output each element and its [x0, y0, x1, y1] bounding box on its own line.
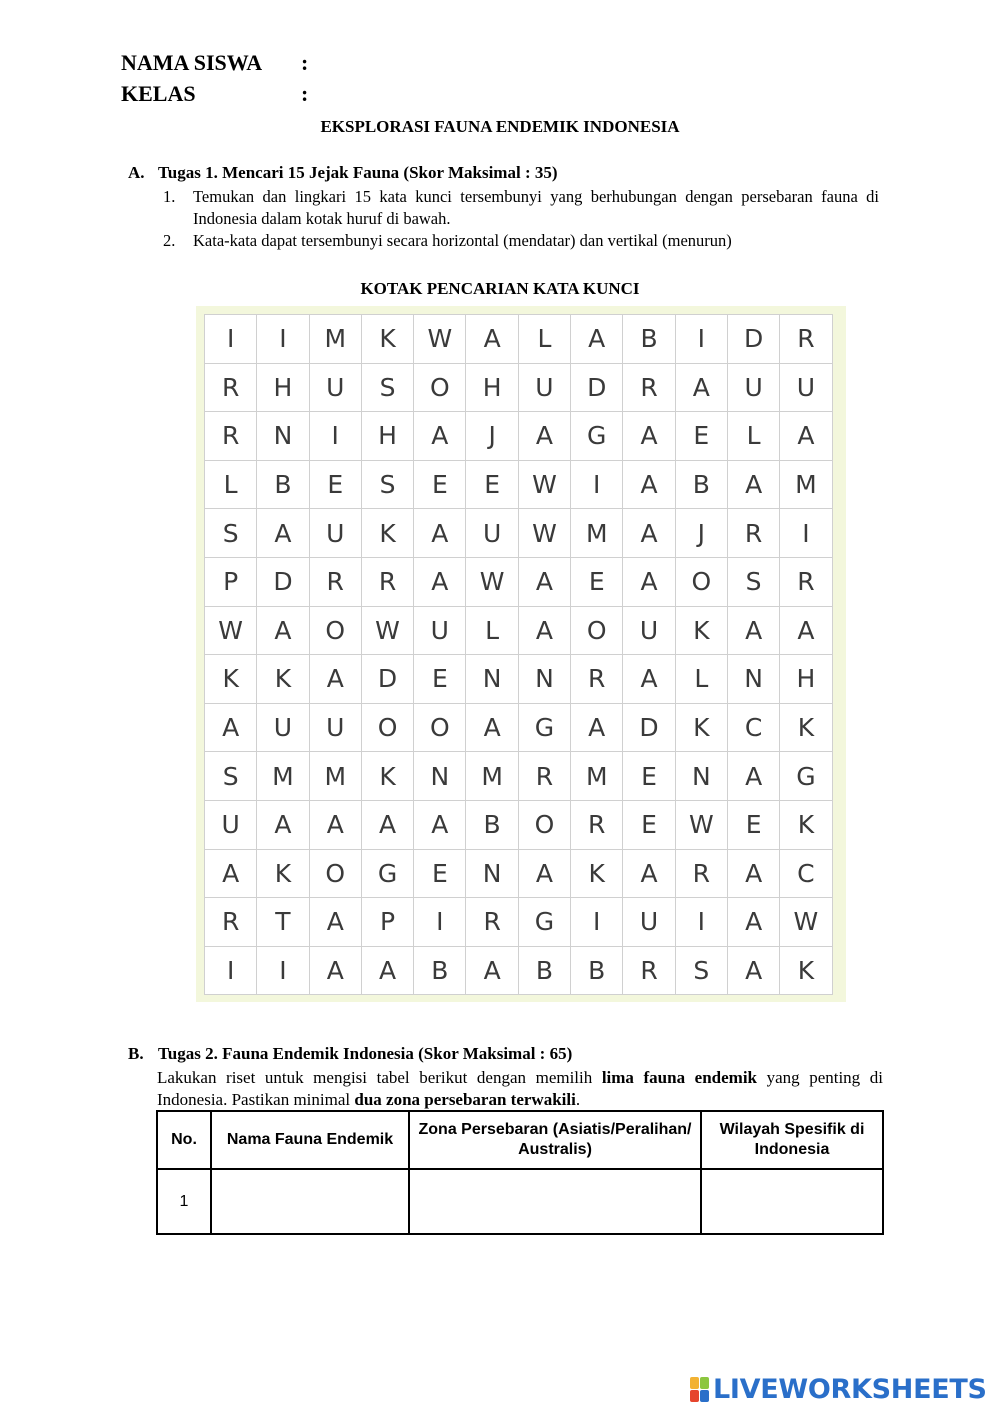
class-label: KELAS [121, 81, 196, 106]
letter-cell[interactable]: U [414, 607, 466, 656]
letter-cell[interactable]: A [728, 898, 780, 947]
zone-cell[interactable] [409, 1169, 701, 1234]
letter-cell[interactable]: M [310, 752, 362, 801]
letter-cell[interactable]: U [310, 364, 362, 413]
letter-cell[interactable]: E [571, 558, 623, 607]
letter-cell[interactable]: R [362, 558, 414, 607]
letter-cell[interactable]: K [257, 655, 309, 704]
letter-cell[interactable]: A [571, 704, 623, 753]
letter-cell[interactable]: H [257, 364, 309, 413]
letter-cell[interactable]: S [205, 752, 257, 801]
letter-cell[interactable]: W [519, 461, 571, 510]
instruction-text: Kata-kata dapat tersembunyi secara horizontal (mendatar) dan vertikal (menurun) [193, 231, 732, 250]
letter-cell[interactable]: I [414, 898, 466, 947]
letter-cell[interactable]: L [676, 655, 728, 704]
letter-cell[interactable]: S [676, 947, 728, 996]
class-colon: : [301, 81, 309, 106]
fauna-table [156, 1110, 884, 1235]
letter-cell[interactable]: R [676, 850, 728, 899]
letter-cell[interactable]: S [205, 509, 257, 558]
letter-cell[interactable]: P [362, 898, 414, 947]
letter-cell[interactable]: A [623, 655, 675, 704]
letter-cell[interactable]: K [780, 704, 832, 753]
letter-cell[interactable]: N [466, 655, 518, 704]
section-a-letter: A. [128, 163, 145, 182]
page-title: EKSPLORASI FAUNA ENDEMIK INDONESIA [320, 117, 680, 136]
letter-cell[interactable]: A [310, 801, 362, 850]
instruction-item [163, 230, 879, 252]
letter-cell[interactable]: A [257, 801, 309, 850]
letter-cell[interactable]: P [205, 558, 257, 607]
letter-cell[interactable]: U [310, 509, 362, 558]
letter-cell[interactable]: L [205, 461, 257, 510]
letter-cell[interactable]: E [623, 752, 675, 801]
letter-cell[interactable]: A [466, 947, 518, 996]
letter-cell[interactable]: B [623, 315, 675, 364]
letter-cell[interactable]: O [414, 704, 466, 753]
letter-cell[interactable]: A [623, 461, 675, 510]
letter-cell[interactable]: K [362, 752, 414, 801]
instruction-emphasis: dua zona persebaran terwakili [354, 1090, 576, 1109]
letter-cell[interactable]: A [519, 607, 571, 656]
letter-cell[interactable]: A [676, 364, 728, 413]
letter-cell[interactable]: I [257, 947, 309, 996]
letter-cell[interactable]: U [310, 704, 362, 753]
letter-cell[interactable]: A [571, 315, 623, 364]
letter-cell[interactable]: I [676, 315, 728, 364]
letter-cell[interactable]: B [676, 461, 728, 510]
letter-cell[interactable]: M [466, 752, 518, 801]
letter-cell[interactable]: A [728, 607, 780, 656]
letter-cell[interactable]: O [362, 704, 414, 753]
letter-cell[interactable]: E [414, 850, 466, 899]
letter-cell[interactable]: K [780, 801, 832, 850]
letter-cell[interactable]: G [519, 704, 571, 753]
class-row [121, 81, 308, 107]
letter-cell[interactable]: A [623, 509, 675, 558]
letter-cell[interactable]: S [362, 364, 414, 413]
row-number-cell: 1 [157, 1169, 211, 1234]
letter-cell[interactable]: U [466, 509, 518, 558]
letter-cell[interactable]: B [519, 947, 571, 996]
letter-cell[interactable]: U [519, 364, 571, 413]
letter-cell[interactable]: A [623, 412, 675, 461]
letter-cell[interactable]: N [676, 752, 728, 801]
letter-cell[interactable]: A [414, 412, 466, 461]
letter-cell[interactable]: O [676, 558, 728, 607]
letter-cell[interactable]: L [466, 607, 518, 656]
instruction-number: 2. [163, 231, 176, 250]
letter-cell[interactable]: U [780, 364, 832, 413]
letter-cell[interactable]: O [571, 607, 623, 656]
letter-cell[interactable]: A [728, 461, 780, 510]
letter-cell[interactable]: A [519, 558, 571, 607]
letter-cell[interactable]: E [466, 461, 518, 510]
letter-cell[interactable]: A [780, 412, 832, 461]
letter-cell[interactable]: D [571, 364, 623, 413]
letter-cell[interactable]: I [676, 898, 728, 947]
table-row [157, 1169, 883, 1234]
section-b-letter: B. [128, 1044, 144, 1063]
section-a-instructions [163, 186, 879, 252]
letter-cell[interactable]: U [623, 607, 675, 656]
letter-cell[interactable]: R [205, 364, 257, 413]
letter-cell[interactable]: R [571, 801, 623, 850]
letter-cell[interactable]: A [623, 850, 675, 899]
letter-cell[interactable]: A [519, 412, 571, 461]
letter-cell[interactable]: A [205, 850, 257, 899]
letter-cell[interactable]: O [310, 850, 362, 899]
letter-cell[interactable]: E [676, 412, 728, 461]
letter-cell[interactable]: T [257, 898, 309, 947]
student-name-row [121, 50, 308, 76]
letter-cell[interactable]: K [257, 850, 309, 899]
letter-cell[interactable]: W [676, 801, 728, 850]
table-header-row [157, 1111, 883, 1169]
letter-cell[interactable]: R [310, 558, 362, 607]
letter-cell[interactable]: N [519, 655, 571, 704]
fauna-name-cell[interactable] [211, 1169, 409, 1234]
letter-cell[interactable]: I [571, 461, 623, 510]
letter-cell[interactable]: E [728, 801, 780, 850]
instruction-number: 1. [163, 187, 176, 206]
column-header-zone: Zona Persebaran (Asiatis/Peralihan/ Australis) [409, 1111, 701, 1169]
letter-cell[interactable]: R [205, 412, 257, 461]
letter-cell[interactable]: D [362, 655, 414, 704]
letter-cell[interactable]: B [571, 947, 623, 996]
letter-cell[interactable]: U [257, 704, 309, 753]
word-search-grid [204, 314, 833, 995]
letter-cell[interactable]: U [728, 364, 780, 413]
letter-cell[interactable]: S [728, 558, 780, 607]
column-header-no: No. [157, 1111, 211, 1169]
letter-cell[interactable]: L [728, 412, 780, 461]
letter-cell[interactable]: B [466, 801, 518, 850]
letter-cell[interactable]: A [310, 655, 362, 704]
letter-cell[interactable]: A [257, 607, 309, 656]
letter-cell[interactable]: B [414, 947, 466, 996]
letter-cell[interactable]: K [676, 607, 728, 656]
letter-cell[interactable]: M [780, 461, 832, 510]
letter-cell[interactable]: I [780, 509, 832, 558]
section-b-heading [128, 1044, 572, 1064]
letter-cell[interactable]: J [466, 412, 518, 461]
letter-cell[interactable]: K [362, 315, 414, 364]
letter-cell[interactable]: A [623, 558, 675, 607]
letter-cell[interactable]: R [519, 752, 571, 801]
section-b-instructions [157, 1067, 883, 1111]
letter-cell[interactable]: K [362, 509, 414, 558]
word-search-box [196, 306, 846, 1002]
letter-cell[interactable]: J [676, 509, 728, 558]
letter-cell[interactable]: H [466, 364, 518, 413]
letter-cell[interactable]: E [623, 801, 675, 850]
letter-cell[interactable]: R [780, 315, 832, 364]
letter-cell[interactable]: A [414, 558, 466, 607]
student-name-label: NAMA SISWA [121, 50, 263, 75]
letter-cell[interactable]: W [519, 509, 571, 558]
letter-cell[interactable]: A [728, 947, 780, 996]
letter-cell[interactable]: A [728, 850, 780, 899]
letter-cell[interactable]: U [623, 898, 675, 947]
column-header-region: Wilayah Spesifik di Indonesia [701, 1111, 883, 1169]
letter-cell[interactable]: U [205, 801, 257, 850]
instruction-text: . [575, 1090, 581, 1109]
letter-cell[interactable]: W [466, 558, 518, 607]
letter-cell[interactable]: D [728, 315, 780, 364]
letter-cell[interactable]: W [362, 607, 414, 656]
instruction-emphasis: lima fauna endemik [601, 1068, 757, 1087]
letter-cell[interactable]: G [780, 752, 832, 801]
section-a-title: Tugas 1. Mencari 15 Jejak Fauna (Skor Maksimal : 35) [158, 163, 558, 182]
letter-cell[interactable]: R [205, 898, 257, 947]
letter-cell[interactable]: A [414, 801, 466, 850]
letter-cell[interactable]: R [780, 558, 832, 607]
letter-cell[interactable]: R [571, 655, 623, 704]
letter-cell[interactable]: A [466, 315, 518, 364]
letter-cell[interactable]: I [205, 315, 257, 364]
letter-cell[interactable]: E [414, 461, 466, 510]
letter-cell[interactable]: S [362, 461, 414, 510]
letter-cell[interactable]: A [362, 801, 414, 850]
letter-cell[interactable]: W [205, 607, 257, 656]
letter-cell[interactable]: G [519, 898, 571, 947]
letter-cell[interactable]: A [257, 509, 309, 558]
instruction-text: yang penting di Indonesia. Pastikan minimal [157, 1068, 883, 1109]
letter-cell[interactable]: K [676, 704, 728, 753]
letter-cell[interactable]: C [728, 704, 780, 753]
letter-cell[interactable]: C [780, 850, 832, 899]
section-a-heading [128, 163, 558, 183]
instruction-text: Temukan dan lingkari 15 kata kunci tersembunyi yang berhubungan dengan persebaran fauna di Indonesia dalam kotak huruf di bawah. [193, 187, 879, 228]
letter-cell[interactable]: D [623, 704, 675, 753]
letter-cell[interactable]: R [623, 947, 675, 996]
letter-cell[interactable]: M [571, 752, 623, 801]
letter-cell[interactable]: N [414, 752, 466, 801]
letter-cell[interactable]: R [728, 509, 780, 558]
letter-cell[interactable]: G [362, 850, 414, 899]
letter-cell[interactable]: A [728, 752, 780, 801]
letter-cell[interactable]: K [205, 655, 257, 704]
section-b-title: Tugas 2. Fauna Endemik Indonesia (Skor Maksimal : 65) [158, 1044, 573, 1063]
letter-cell[interactable]: M [571, 509, 623, 558]
letter-cell[interactable]: A [310, 898, 362, 947]
letter-cell[interactable]: A [362, 947, 414, 996]
letter-cell[interactable]: D [257, 558, 309, 607]
letter-cell[interactable]: A [414, 509, 466, 558]
letter-cell[interactable]: I [310, 412, 362, 461]
letter-cell[interactable]: R [466, 898, 518, 947]
letter-cell[interactable]: I [257, 315, 309, 364]
letter-cell[interactable]: O [519, 801, 571, 850]
logo-text: LIVEWORKSHEETS [713, 1374, 987, 1405]
letter-cell[interactable]: N [728, 655, 780, 704]
logo-mark-icon [690, 1377, 710, 1403]
letter-cell[interactable]: H [362, 412, 414, 461]
letter-cell[interactable]: N [257, 412, 309, 461]
letter-cell[interactable]: I [571, 898, 623, 947]
letter-cell[interactable]: E [414, 655, 466, 704]
letter-cell[interactable]: O [310, 607, 362, 656]
letter-cell[interactable]: E [310, 461, 362, 510]
letter-cell[interactable]: L [519, 315, 571, 364]
instruction-text: Lakukan riset untuk mengisi tabel berikut dengan memilih [157, 1068, 602, 1087]
letter-cell[interactable]: B [257, 461, 309, 510]
word-search-title: KOTAK PENCARIAN KATA KUNCI [360, 279, 640, 298]
letter-cell[interactable]: M [310, 315, 362, 364]
letter-cell[interactable]: W [414, 315, 466, 364]
letter-cell[interactable]: H [780, 655, 832, 704]
letter-cell[interactable]: A [466, 704, 518, 753]
letter-cell[interactable]: N [466, 850, 518, 899]
instruction-item [163, 186, 879, 230]
letter-cell[interactable]: M [257, 752, 309, 801]
column-header-fauna-name: Nama Fauna Endemik [211, 1111, 409, 1169]
letter-cell[interactable]: A [205, 704, 257, 753]
letter-cell[interactable]: W [780, 898, 832, 947]
letter-cell[interactable]: I [205, 947, 257, 996]
student-name-colon: : [301, 50, 309, 75]
liveworksheets-logo [690, 1374, 987, 1405]
letter-cell[interactable]: K [780, 947, 832, 996]
letter-cell[interactable]: K [571, 850, 623, 899]
letter-cell[interactable]: G [571, 412, 623, 461]
letter-cell[interactable]: A [519, 850, 571, 899]
letter-cell[interactable]: O [414, 364, 466, 413]
letter-cell[interactable]: A [780, 607, 832, 656]
letter-cell[interactable]: A [310, 947, 362, 996]
letter-cell[interactable]: R [623, 364, 675, 413]
region-cell[interactable] [701, 1169, 883, 1234]
